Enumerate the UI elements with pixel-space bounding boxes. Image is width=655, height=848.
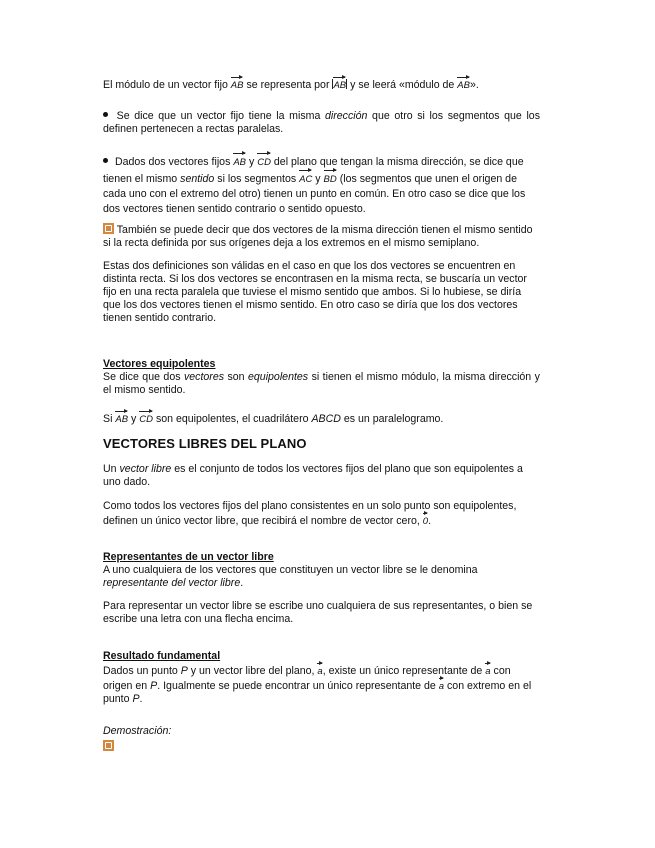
vector-bd: BD bbox=[324, 170, 337, 187]
vector-zero: 0 bbox=[423, 513, 428, 528]
demonstration bbox=[103, 725, 540, 754]
paragraph-definiciones: Estas dos definiciones son válidas en el caso en que los dos vectores se encuentren en distinta recta. Si los dos vectores se encontrasen en la misma recta, se buscaría un vector fijo en una recta paralela que tuviese el mismo sentido que ambos. Si lo hubiese, se diría que los dos vectores tienen el mismo sentido. En otro caso se diría que los dos vectores tienen sentido contrario. bbox=[103, 260, 527, 324]
heading-vectores-libres: VECTORES LIBRES DEL PLANO bbox=[103, 436, 307, 451]
paragraph-vector-cero: Como todos los vectores fijos del plano consistentes en un solo punto son equipolentes, definen un único vector libre, que recibirá el nombre de vector cero, 0. bbox=[103, 500, 517, 527]
section-resultado: Resultado fundamental Dados un punto P y un vector libre del plano, a, existe un único representante de a con origen en P. Igualmente se puede encontrar un único representante de a con extremo en el punto P. bbox=[103, 650, 540, 706]
note-semiplano: También se puede decir que dos vectores de la misma dirección tienen el mismo sentido si la recta definida por sus orígenes deja a los extremos en el mismo semiplano. bbox=[103, 224, 533, 249]
bullet-icon bbox=[103, 158, 108, 163]
paragraph-sentido: Dados dos vectores fijos AB y CD del plano que tengan la misma dirección, se dice que tienen el mismo sentido si los segmentos AC y BD (los segmentos que unen el origen de cada uno con el extremo del otro) tienen un punto en común. En otro caso se dice que los dos vectores tienen sentido contrario o sentido opuesto. bbox=[103, 153, 540, 217]
paragraph-direccion: Se dice que un vector fijo tiene la misma dirección que otro si los segmentos que los definen pertenecen a rectas paralelas. bbox=[103, 110, 540, 135]
vector-ab: AB bbox=[115, 411, 128, 426]
vector-a: a bbox=[485, 663, 490, 678]
section-title: Representantes de un vector libre bbox=[103, 551, 274, 563]
vector-a: a bbox=[317, 663, 322, 678]
document-icon[interactable] bbox=[103, 740, 114, 751]
vector-ab-abs: AB bbox=[333, 77, 346, 92]
vector-cd: CD bbox=[257, 153, 271, 170]
paragraph-paralelogramo: Si AB y CD son equipolentes, el cuadrilátero ABCD es un paralelogramo. bbox=[103, 413, 444, 425]
section-representantes: Representantes de un vector libre A uno cualquiera de los vectores que constituyen un vector libre se le denomina representante del vector libre. bbox=[103, 551, 540, 590]
vector-ac: AC bbox=[299, 170, 312, 187]
demonstration-label: Demostración: bbox=[103, 725, 172, 737]
vector-ab: AB bbox=[457, 77, 470, 92]
paragraph-modulo: El módulo de un vector fijo AB se representa por AB y se leerá «módulo de AB». bbox=[103, 79, 479, 91]
vector-ab: AB bbox=[231, 77, 244, 92]
section-title: Vectores equipolentes bbox=[103, 358, 216, 370]
section-equipolentes: Vectores equipolentes Se dice que dos vectores son equipolentes si tienen el mismo módulo, la misma dirección y el mismo sentido. bbox=[103, 358, 540, 396]
paragraph-representar: Para representar un vector libre se escribe uno cualquiera de sus representantes, o bien se escribe una letra con una flecha encima. bbox=[103, 600, 533, 625]
vector-a: a bbox=[439, 678, 444, 693]
vector-ab: AB bbox=[233, 153, 246, 170]
paragraph-vector-libre: Un vector libre es el conjunto de todos los vectores fijos del plano que son equipolentes a uno dado. bbox=[103, 463, 523, 488]
vector-cd: CD bbox=[139, 411, 153, 426]
section-title: Resultado fundamental bbox=[103, 650, 221, 662]
bullet-icon bbox=[103, 112, 108, 117]
document-icon[interactable] bbox=[103, 223, 114, 234]
